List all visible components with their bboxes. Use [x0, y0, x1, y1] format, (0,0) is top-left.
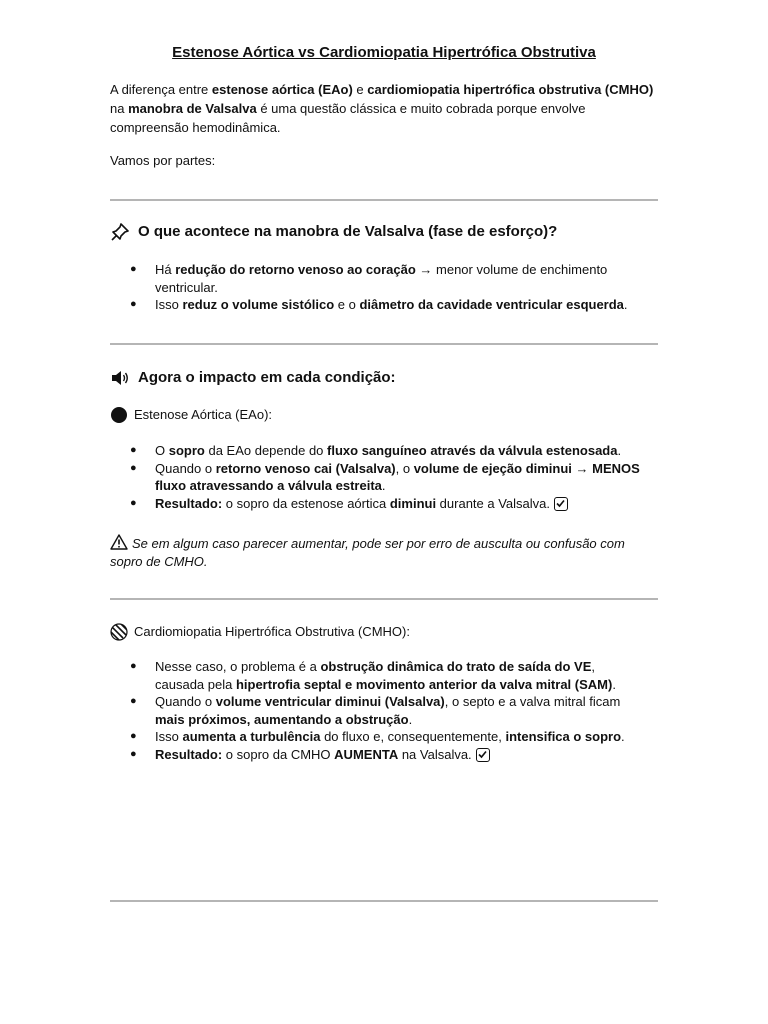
bullet-icon: ●: [130, 695, 137, 707]
item-text: O: [155, 443, 169, 458]
intro-text: e: [352, 82, 368, 97]
item-text: Quando o: [155, 460, 216, 476]
item-text: , o: [395, 460, 414, 476]
bullet-icon: ●: [130, 461, 137, 474]
item-bold: retorno venoso cai (Valsalva): [215, 460, 396, 476]
valsalva-list: [110, 261, 640, 314]
intro-text: na: [110, 101, 129, 116]
check-box-icon: [476, 748, 490, 762]
intro-text: A diferença entre: [110, 82, 212, 97]
item-text: .: [617, 443, 622, 458]
item-bold: reduz o volume sistólico: [182, 297, 335, 312]
item-text: na Valsalva.: [398, 746, 472, 762]
item-bold: Resultado:: [155, 746, 223, 762]
subheading-text: Cardiomiopatia Hipertrófica Obstrutiva (CMHO):: [134, 624, 410, 639]
item-text: .: [621, 729, 625, 744]
item-text: o sopro da estenose aórtica: [222, 495, 390, 511]
subheading-eao: [110, 406, 670, 424]
list-item: [110, 296, 640, 314]
warning-icon: [110, 534, 128, 550]
intro-bold: estenose aórtica (EAo): [211, 82, 353, 97]
item-bold: diâmetro da cavidade ventricular esquerda: [359, 297, 624, 312]
item-text: Nesse caso, o problema é a: [155, 659, 321, 674]
warning-note: [110, 534, 650, 571]
intro-text: é uma questão clássica e muito cobrada porque envolve compreensão hemodinâmica.: [110, 101, 586, 135]
subheading-cmho: [110, 623, 670, 641]
eao-list: [110, 442, 640, 512]
cmho-list: [110, 658, 640, 763]
item-text: .: [408, 711, 413, 727]
item-bold: hipertrofia septal e movimento anterior da valva mitral (SAM): [235, 676, 613, 692]
black-circle-icon: [110, 406, 128, 424]
bullet-icon: ●: [130, 747, 137, 760]
bullet-icon: ●: [130, 496, 137, 509]
bullet-icon: ●: [130, 444, 137, 456]
item-text: , causada pela: [155, 659, 595, 692]
item-text: o sopro da CMHO: [222, 746, 335, 762]
item-text: , o septo e a valva mitral ficam: [444, 694, 621, 709]
item-bold: diminui: [389, 495, 437, 511]
list-item: [110, 658, 640, 693]
list-item: [110, 442, 640, 460]
vamos-paragraph: Vamos por partes:: [110, 153, 216, 168]
item-text: Isso: [155, 729, 183, 744]
item-text: Isso: [155, 297, 183, 312]
bullet-icon: ●: [130, 263, 137, 275]
subheading-text: Estenose Aórtica (EAo):: [134, 407, 273, 422]
list-item: [110, 693, 640, 728]
item-text: da EAo depende do: [204, 443, 328, 458]
warning-text: Se em algum caso parecer aumentar, pode ser por erro de ausculta ou confusão com sopro de CMHO.: [110, 536, 625, 569]
list-item: [110, 728, 640, 746]
divider: [110, 598, 658, 600]
section-heading-text: O que acontece na manobra de Valsalva (fase de esforço)?: [138, 223, 558, 240]
item-text: durante a Valsalva.: [436, 495, 551, 511]
item-text: →: [571, 460, 593, 476]
list-item: [110, 460, 640, 495]
divider: [110, 199, 658, 201]
item-text: .: [612, 676, 616, 692]
divider: [110, 343, 658, 345]
item-bold: volume ventricular diminui (Valsalva): [215, 694, 445, 709]
speaker-icon: [110, 369, 130, 387]
item-text: Há: [155, 262, 176, 277]
item-bold: sopro: [168, 443, 205, 458]
intro-paragraph: [110, 80, 660, 137]
list-item: [110, 261, 640, 296]
item-bold: volume de ejeção diminui: [413, 460, 572, 476]
item-text: do fluxo e, consequentemente,: [320, 729, 506, 744]
section-heading-valsalva: [110, 222, 670, 242]
item-text: → menor volume de enchimento ventricular.: [155, 262, 608, 295]
item-bold: intensifica o sopro: [505, 729, 622, 744]
divider: [110, 900, 658, 902]
bullet-icon: ●: [130, 298, 137, 310]
item-bold: fluxo sanguíneo através da válvula estenosada: [327, 443, 618, 458]
list-item: [110, 746, 640, 764]
item-bold: obstrução dinâmica do trato de saída do VE: [320, 659, 592, 674]
list-item: [110, 495, 640, 513]
check-box-icon: [554, 497, 568, 511]
section-heading-impacto: [110, 368, 670, 388]
striped-circle-icon: [110, 623, 128, 641]
item-text: e o: [334, 297, 360, 312]
bullet-icon: ●: [130, 660, 137, 672]
intro-bold: cardiomiopatia hipertrófica obstrutiva (CMHO): [367, 82, 654, 97]
intro-bold: manobra de Valsalva: [128, 101, 257, 116]
page-title: Estenose Aórtica vs Cardiomiopatia Hipertrófica Obstrutiva: [172, 44, 596, 61]
item-text: .: [381, 478, 386, 493]
item-bold: Resultado:: [155, 495, 223, 511]
item-bold: AUMENTA: [334, 746, 399, 762]
section-heading-text: Agora o impacto em cada condição:: [138, 369, 396, 386]
item-bold: redução do retorno venoso ao coração: [175, 262, 416, 277]
bullet-icon: ●: [130, 730, 137, 742]
item-text: Quando o: [155, 694, 216, 709]
item-bold: aumenta a turbulência: [182, 729, 321, 744]
pushpin-icon: [110, 222, 130, 242]
item-bold: MENOS fluxo atravessando a válvula estreita: [155, 460, 640, 493]
item-text: .: [623, 297, 628, 312]
item-bold: mais próximos, aumentando a obstrução: [155, 711, 409, 727]
